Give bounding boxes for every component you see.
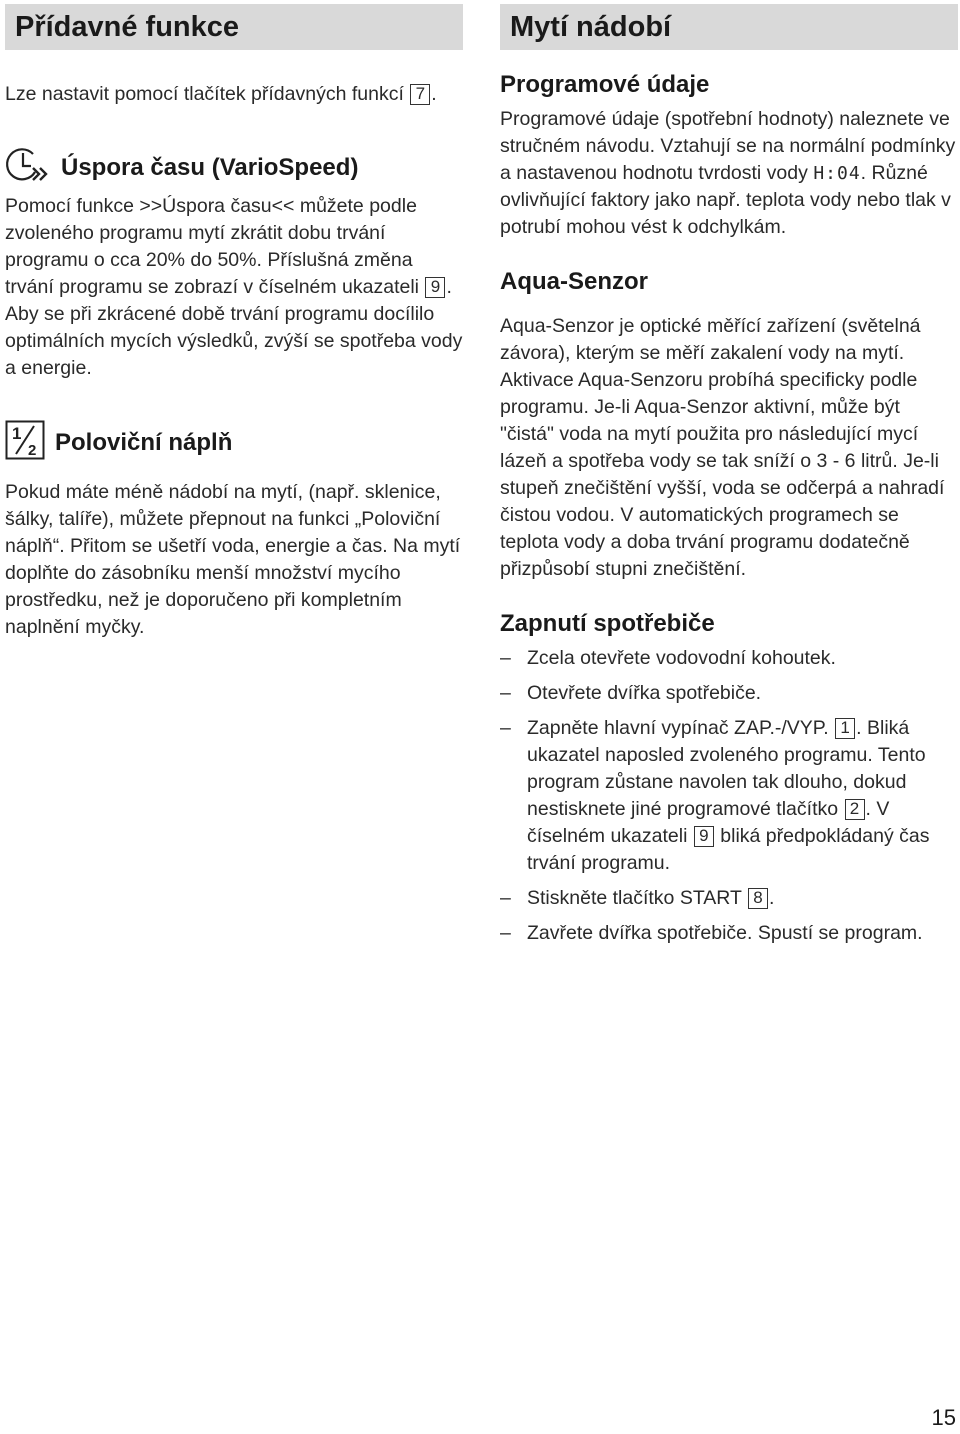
aqua-sensor-title: Aqua-Senzor — [500, 268, 649, 295]
time-saving-paragraph: Pomocí funkce >>Úspora času<< můžete podle zvoleného programu mytí zkrátit dobu trvání programu o cca 20% do 50%. Příslušná změna trvání programu se zobrazí v číselném ukazateli 9 . Aby se při zkrácené době trvání programu docílilo optimálních mycích výsledků, zvýší se spotřeba vody a energie. — [5, 195, 463, 379]
list-item: – Zapněte hlavní vypínač ZAP.-/VYP. 1 . Bliká ukazatel naposled zvoleného programu. Tento program zůstane navolen tak dlouho, dokud nestisknete jiné programové tlačítko 2 . V číselném ukazateli 9 bliká předpokládaný čas trvání programu. — [500, 717, 930, 874]
list-item: – Stiskněte tlačítko START 8 . — [500, 887, 775, 909]
list-item: – Zcela otevřete vodovodní kohoutek. — [500, 647, 836, 669]
left-column — [5, 4, 463, 641]
aqua-sensor-paragraph: Aqua-Senzor je optické měřící zařízení (světelná závora), kterým se měří zakalení vody na mytí. Aktivace Aqua-Senzoru probíhá specificky podle programu. Je-li Aqua-Senzor aktivní, může být "čistá" voda na mytí použita pro následující mycí lázeň a spotřeba vody se tak sníží o 3 - 6 litrů. Je-li stupeň znečištění vyšší, voda se odčerpá a nahradí čistou vodou. V automatických programech se teplota vody a doba trvání programu dodatečně přizpůsobí stupni znečištění. — [500, 315, 945, 580]
list-item: – Otevřete dvířka spotřebiče. — [500, 682, 762, 704]
list-item: – Zavřete dvířka spotřebiče. Spustí se program. — [500, 922, 923, 944]
display-value: H:04 — [813, 163, 861, 184]
key-9-box: 9 — [425, 277, 445, 298]
svg-text:1: 1 — [12, 424, 22, 443]
program-data-title: Programové údaje — [500, 71, 710, 98]
intro-paragraph: Lze nastavit pomocí tlačítek přídavných funkcí 7 . — [5, 83, 437, 105]
intro-text: Lze nastavit pomocí tlačítek přídavných funkcí — [5, 83, 404, 105]
key-7-box: 7 — [410, 84, 430, 105]
clock-fast-forward-icon — [5, 144, 51, 191]
key-8-box: 8 — [748, 888, 768, 909]
program-data-paragraph: Programové údaje (spotřební hodnoty) naleznete ve stručném návodu. Vztahují se na normální podmínky a nastavenou hodnotu tvrdosti vody H:04. Různé ovlivňující faktory jako např. teplota vody nebo tlak v potrubí mohou vést k odchylkám. — [500, 108, 956, 238]
section-header-dishwashing: Mytí nádobí — [500, 4, 958, 50]
svg-text:2: 2 — [28, 442, 37, 459]
page-number: 15 — [931, 1405, 956, 1430]
half-load-icon — [5, 420, 45, 465]
switch-on-title: Zapnutí spotřebiče — [500, 610, 715, 637]
key-9-box: 9 — [694, 826, 714, 847]
key-1-box: 1 — [835, 718, 855, 739]
time-saving-heading — [5, 144, 463, 191]
right-column — [500, 4, 958, 955]
half-load-title: Poloviční náplň — [55, 428, 233, 456]
half-load-paragraph: Pokud máte méně nádobí na mytí, (např. sklenice, šálky, talíře), můžete přepnout na funkci „Poloviční náplň“. Přitom se ušetří voda, energie a čas. Na mytí doplňte do zásobníku menší množství mycího prostředku, než je doporučeno při kompletním naplnění myčky. — [5, 481, 461, 638]
section-header-additional-functions: Přídavné funkce — [5, 4, 463, 50]
switch-on-steps — [500, 645, 958, 947]
time-saving-title: Úspora času (VarioSpeed) — [61, 153, 359, 181]
half-load-heading — [5, 420, 463, 465]
key-2-box: 2 — [845, 799, 865, 820]
